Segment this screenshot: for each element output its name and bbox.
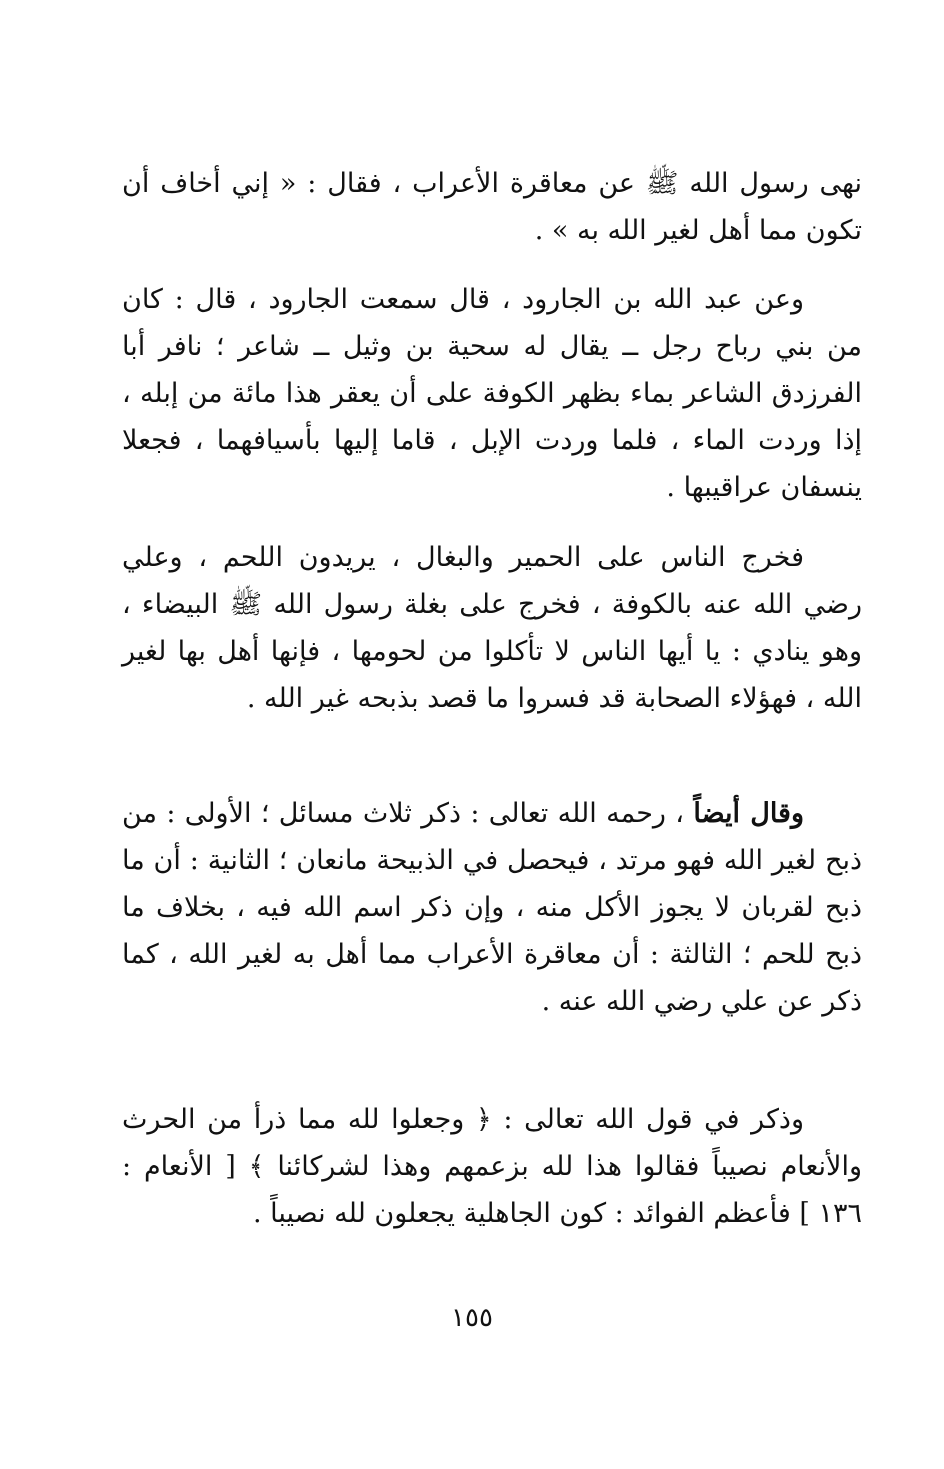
paragraph-5-text: وذكر في قول الله تعالى : ﴿ وجعلوا لله مما ذرأ من الحرث والأنعام نصيباً فقالوا هذا لله بزعمهم وهذا لشركائنا ﴾ [ الأنعام : ١٣٦ ] فأعظم الفوائد : كون الجاهلية يجعلون لله نصيباً . — [122, 1104, 862, 1229]
paragraph-2 — [122, 276, 862, 511]
paragraph-4-lead: وقال أيضاً — [693, 798, 804, 829]
page-number: ١٥٥ — [451, 1303, 493, 1333]
paragraph-3-text: فخرج الناس على الحمير والبغال ، يريدون اللحم ، وعلي رضي الله عنه بالكوفة ، فخرج على بغلة رسول الله ﷺ البيضاء ، وهو ينادي : يا أيها الناس لا تأكلوا من لحومها ، فإنها أهل بها لغير الله ، فهؤلاء الصحابة قد فسروا ما قصد بذبحه غير الله . — [122, 542, 862, 714]
paragraph-1 — [122, 160, 862, 254]
paragraph-2-text: وعن عبد الله بن الجارود ، قال سمعت الجارود ، قال : كان من بني رباح رجل ــ يقال له سحية بن وثيل ــ شاعر ؛ نافر أبا الفرزدق الشاعر بماء بظهر الكوفة على أن يعقر هذا مائة من إبله ، إذا وردت الماء ، فلما وردت الإبل ، قاما إليها بأسيافهما ، فجعلا ينسفان عراقيبها . — [122, 284, 862, 503]
paragraph-4-body — [122, 790, 862, 1025]
paragraph-4 — [122, 790, 862, 1025]
paragraph-3 — [122, 534, 862, 722]
paragraph-1-text: نهى رسول الله ﷺ عن معاقرة الأعراب ، فقال : « إني أخاف أن تكون مما أهل لغير الله به » . — [122, 168, 862, 246]
paragraph-4-text: ، رحمه الله تعالى : ذكر ثلاث مسائل ؛ الأولى : من ذبح لغير الله فهو مرتد ، فيحصل في الذبيحة مانعان ؛ الثانية : أن ما ذبح لقربان لا يجوز الأكل منه ، وإن ذكر اسم الله فيه ، بخلاف ما ذبح للحم ؛ الثالثة : أن معاقرة الأعراب مما أهل به لغير الله ، كما ذكر عن علي رضي الله عنه . — [122, 798, 862, 1017]
paragraph-5 — [122, 1096, 862, 1237]
